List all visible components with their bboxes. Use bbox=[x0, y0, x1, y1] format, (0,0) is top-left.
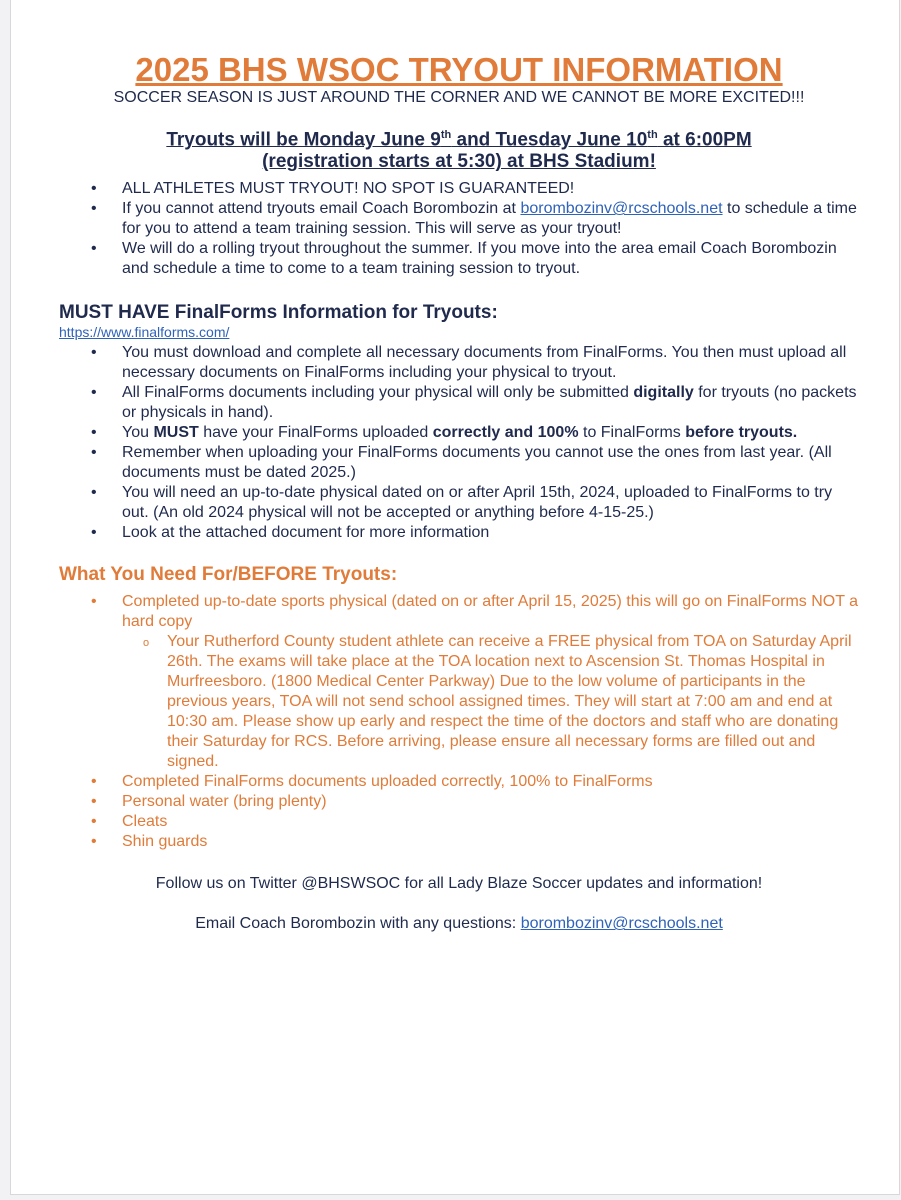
finalforms-bullet-physical-date: • You will need an up-to-date physical dated on or after April 15th, 2024, uploaded to FinalForms to try out. (An old 2024 physical will not be accepted or anything before 4-15-25.) bbox=[59, 483, 859, 523]
document-page bbox=[10, 0, 900, 1195]
finalforms-bullet-must-upload: • You MUST have your FinalForms uploaded correctly and 100% to FinalForms before tryouts. bbox=[59, 423, 859, 443]
need-bullet-physical: • Completed up-to-date sports physical (dated on or after April 15, 2025) this will go on FinalForms NOT a hard copy bbox=[59, 592, 859, 632]
need-heading: What You Need For/BEFORE Tryouts: bbox=[59, 564, 398, 586]
tryout-dates-line-1: Tryouts will be Monday June 9th and Tuesday June 10th at 6:00PM bbox=[166, 129, 752, 151]
email-line: Email Coach Borombozin with any questions: borombozinv@rcschools.net bbox=[195, 915, 723, 933]
coach-email-link[interactable]: borombozinv@rcschools.net bbox=[520, 200, 723, 218]
need-bullet-water: • Personal water (bring plenty) bbox=[59, 792, 859, 812]
bullet-must-tryout: • ALL ATHLETES MUST TRYOUT! NO SPOT IS GUARANTEED! bbox=[59, 179, 859, 199]
need-bullets-more bbox=[59, 772, 859, 852]
need-sub-bullets bbox=[59, 632, 859, 772]
finalforms-bullet-download: • You must download and complete all necessary documents from FinalForms. You then must upload all necessary documents on FinalForms including your physical to tryout. bbox=[59, 343, 859, 383]
bullet-rolling-tryout: • We will do a rolling tryout throughout the summer. If you move into the area email Coach Borombozin and schedule a time to come to a team training session to tryout. bbox=[59, 239, 859, 279]
need-bullets bbox=[59, 592, 859, 632]
finalforms-bullet-attached-doc: • Look at the attached document for more information bbox=[59, 523, 859, 543]
twitter-line: Follow us on Twitter @BHSWSOC for all Lady Blaze Soccer updates and information! bbox=[155, 875, 763, 893]
need-sub-bullet-free-physical: o Your Rutherford County student athlete can receive a FREE physical from TOA on Saturday April 26th. The exams will take place at the TOA location next to Ascension St. Thomas Hospital in Murfreesboro. (1800 Medical Center Parkway) Due to the low volume of participants in the previous years, TOA will not send school assigned times. They will start at 7:00 am and end at 10:30 am. Please show up early and respect the time of the doctors and staff who are donating their Saturday for RCS. Before arriving, please ensure all necessary forms are filled out and signed. bbox=[59, 632, 859, 772]
general-bullets bbox=[59, 179, 859, 279]
need-bullet-finalforms: • Completed FinalForms documents uploaded correctly, 100% to FinalForms bbox=[59, 772, 859, 792]
subtitle-excited: SOCCER SEASON IS JUST AROUND THE CORNER AND WE CANNOT BE MORE EXCITED!!! bbox=[113, 89, 805, 106]
need-bullet-shin-guards: • Shin guards bbox=[59, 832, 859, 852]
document-content bbox=[59, 52, 859, 934]
tryout-dates-line-2: (registration starts at 5:30) at BHS Stadium! bbox=[262, 151, 656, 173]
finalforms-url-link[interactable]: https://www.finalforms.com/ bbox=[59, 324, 230, 341]
finalforms-bullet-last-year: • Remember when uploading your FinalForms documents you cannot use the ones from last year. (All documents must be dated 2025.) bbox=[59, 443, 859, 483]
finalforms-bullet-digital: • All FinalForms documents including your physical will only be submitted digitally for tryouts (no packets or physicals in hand). bbox=[59, 383, 859, 423]
need-bullet-cleats: • Cleats bbox=[59, 812, 859, 832]
page-title: 2025 BHS WSOC TRYOUT INFORMATION bbox=[135, 51, 783, 88]
footer-email-link[interactable]: borombozinv@rcschools.net bbox=[520, 915, 723, 933]
finalforms-bullets bbox=[59, 343, 859, 543]
bullet-cannot-attend: • If you cannot attend tryouts email Coach Borombozin at borombozinv@rcschools.net to schedule a time for you to attend a team training session. This will serve as your tryout! bbox=[59, 199, 859, 239]
finalforms-heading: MUST HAVE FinalForms Information for Tryouts: bbox=[59, 302, 498, 324]
finalforms-url-line bbox=[59, 324, 859, 341]
